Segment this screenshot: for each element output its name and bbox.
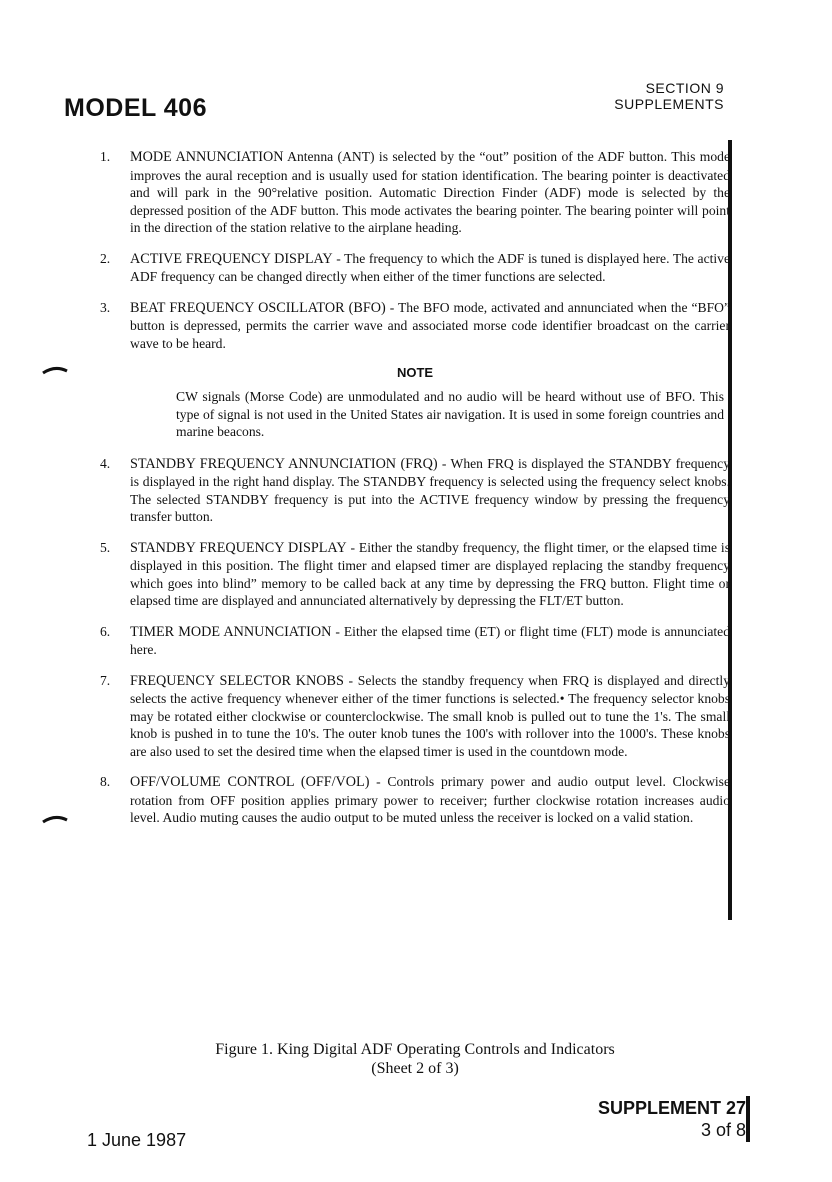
item-text: - Either the standby frequency, the flight timer, or the elapsed time is displayed in this position. The flight timer and elapsed timer are displayed replacing the standby frequency which goes into blind” memory to be called back at any time by depressing the FRQ button. Flight time or elapsed time are displayed and annunciated alternatively by depressing the FLT/ET button. <box>130 539 730 608</box>
revision-date: 1 June 1987 <box>87 1130 187 1150</box>
item-text: - Either the elapsed time (ET) or flight time (FLT) mode is annunciated here. <box>130 623 730 657</box>
item-text: - The BFO mode, activated and annunciated when the “BFO” button is depressed, permits the carrier wave and associated morse code identifier broadcast on the carrier wave to be heard. <box>130 299 730 351</box>
section-header <box>614 80 724 112</box>
item-heading: ACTIVE FREQUENCY DISPLAY <box>130 250 333 267</box>
item-text: - Controls primary power and audio output level. Clockwise rotation from OFF position applies primary power to receiver; further clockwise rotation increases audio level. Audio muting causes the audio output to be muted unless the receiver is locked on a valid station. <box>130 774 731 825</box>
note-title: NOTE <box>396 365 434 380</box>
list-item <box>100 773 730 827</box>
list-item <box>100 148 730 237</box>
item-list <box>100 148 730 840</box>
list-item <box>100 623 730 659</box>
figure-caption <box>150 1040 680 1078</box>
item-heading: TIMER MODE ANNUNCIATION <box>130 623 332 640</box>
item-heading: STANDBY FREQUENCY ANNUNCIATION (FRQ) <box>130 455 438 472</box>
list-item <box>100 299 730 353</box>
item-number: 8. <box>100 774 111 789</box>
item-number: 4. <box>100 455 111 471</box>
list-item <box>100 250 730 286</box>
section-label: SECTION 9 <box>645 80 724 96</box>
margin-mark-icon <box>42 814 68 824</box>
change-bar-footer <box>746 1096 750 1142</box>
list-item <box>100 539 730 610</box>
item-number: 1. <box>100 149 111 164</box>
list-item <box>100 672 730 761</box>
item-number: 6. <box>100 623 111 639</box>
item-number: 5. <box>100 539 111 555</box>
item-text: - When FRQ is displayed the STANDBY frequency is displayed in the right hand display. The STANDBY frequency is selected using the frequency select knobs. The selected STANDBY frequency is put into the ACTIVE frequency window by pressing the frequency transfer button. <box>130 455 730 524</box>
item-text: - Selects the standby frequency when FRQ is displayed and directly selects the active frequency whenever either of the timer functions is selected.• The frequency selector knobs may be rotated either clockwise or counterclockwise. The small knob is pulled out to tune the 1's. The small knob is pushed in to tune the 10's. The outer knob tunes the 100's with rollover into the 1000's. These knobs are also used to set the desired time when the elapsed timer is used in the countdown mode. <box>130 672 730 759</box>
margin-mark-icon <box>42 365 68 375</box>
item-text: - The frequency to which the ADF is tuned is displayed here. The active ADF frequency can be changed directly when either of the timer functions are selected. <box>130 250 730 284</box>
item-heading: OFF/VOLUME CONTROL (OFF/VOL) <box>130 774 370 790</box>
item-heading: FREQUENCY SELECTOR KNOBS <box>130 672 344 689</box>
item-heading: BEAT FREQUENCY OSCILLATOR (BFO) <box>130 299 386 316</box>
model-title: MODEL 406 <box>64 94 207 122</box>
item-heading: MODE ANNUNCIATION <box>130 149 284 165</box>
supplement-label: SUPPLEMENT 27 <box>597 1098 746 1118</box>
caption-title: Figure 1. King Digital ADF Operating Controls and Indicators <box>215 1041 615 1058</box>
item-number: 7. <box>100 672 111 688</box>
item-heading: STANDBY FREQUENCY DISPLAY <box>130 539 347 556</box>
item-text: Antenna (ANT) is selected by the “out” position of the ADF button. This mode improves the aural reception and is usually used for station identification. The bearing pointer is deactivated and will park in the 90°relative position. Automatic Direction Finder (ADF) mode is selected by the depressed position of the ADF button. This mode activates the bearing pointer. The bearing pointer will point in the direction of the station relative to the airplane heading. <box>130 149 731 235</box>
list-item <box>100 455 730 526</box>
supplements-label: SUPPLEMENTS <box>614 96 724 112</box>
note-text: CW signals (Morse Code) are unmodulated and no audio will be heard without use of BFO. This type of signal is not used in the United States air navigation. It is used in some foreign countries and marine beacons. <box>176 389 724 439</box>
caption-sheet: (Sheet 2 of 3) <box>371 1060 459 1077</box>
page-number: 3 of 8 <box>700 1120 746 1140</box>
item-number: 2. <box>100 250 111 266</box>
item-number: 3. <box>100 299 111 315</box>
